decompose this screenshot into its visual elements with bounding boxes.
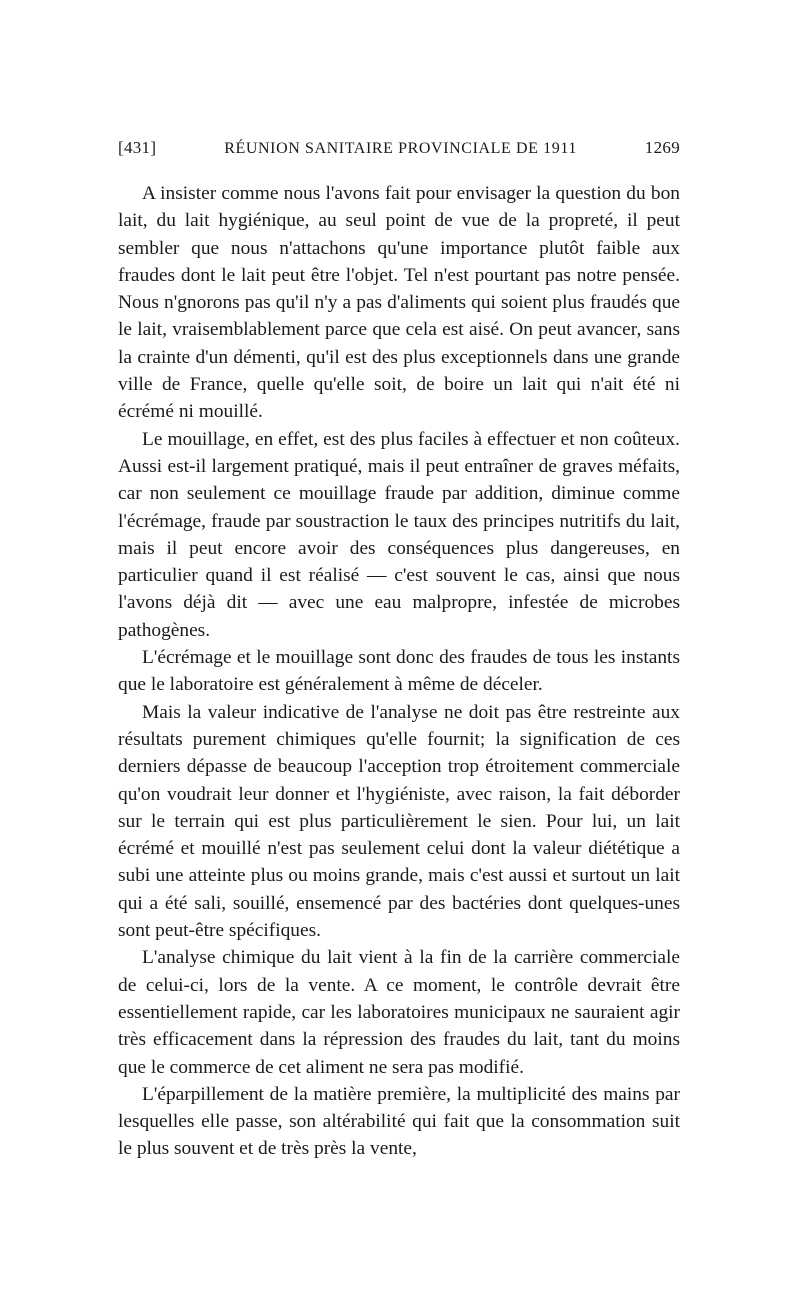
- running-header: [118, 138, 680, 166]
- paragraph: L'écrémage et le mouillage sont donc des fraudes de tous les instants que le laboratoire est généralement à même de déceler.: [118, 647, 680, 696]
- header-title: RÉUNION SANITAIRE PROVINCIALE DE 1911: [224, 140, 577, 157]
- header-bracket-number: [431]: [118, 138, 157, 157]
- page-number: 1269: [644, 138, 680, 157]
- paragraph: L'analyse chimique du lait vient à la fin de la carrière commerciale de celui-ci, lors de la vente. A ce moment, le contrôle devrait être essentiellement rapide, car les laboratoires municipaux ne sauraient agir très efficacement dans la répression des fraudes du lait, tant du moins que le commerce de cet aliment ne sera pas modifié.: [118, 947, 680, 1078]
- paragraph: A insister comme nous l'avons fait pour envisager la question du bon lait, du lait hygiénique, au seul point de vue de la propreté, il peut sembler que nous n'attachons qu'une importance plutôt faible aux fraudes dont le lait peut être l'objet. Tel n'est pourtant pas notre pensée. Nous n'gnorons pas qu'il n'y a pas d'aliments qui soient plus fraudés que le lait, vraisemblablement parce que cela est aisé. On peut avancer, sans la crainte d'un démenti, qu'il est des plus exceptionnels dans une grande ville de France, quelle qu'elle soit, de boire un lait qui n'ait été ni écrémé ni mouillé.: [118, 183, 680, 423]
- paragraph: Mais la valeur indicative de l'analyse ne doit pas être restreinte aux résultats purement chimiques qu'elle fournit; la signification de ces derniers dépasse de beaucoup l'acception trop étroitement commerciale qu'on voudrait leur donner et l'hygiéniste, avec raison, la fait déborder sur le terrain qui est plus particulièrement le sien. Pour lui, un lait écrémé et mouillé n'est pas seulement celui dont la valeur diététique a subi une atteinte plus ou moins grande, mais c'est aussi et surtout un lait qui a été sali, souillé, ensemencé par des bactéries dont quelques-unes sont peut-être spécifiques.: [118, 701, 680, 942]
- body-text: [118, 180, 680, 1163]
- document-page: [118, 138, 680, 1163]
- paragraph: L'éparpillement de la matière première, la multiplicité des mains par lesquelles elle passe, son altérabilité qui fait que la consommation suit le plus souvent et de très près la vente,: [118, 1083, 680, 1160]
- paragraph: Le mouillage, en effet, est des plus faciles à effectuer et non coûteux. Aussi est-il largement pratiqué, mais il peut entraîner de graves méfaits, car non seulement ce mouillage fraude par addition, diminue comme l'écrémage, fraude par soustraction le taux des principes nutritifs du lait, mais il peut encore avoir des conséquences plus dangereuses, en particulier quand il est réalisé — c'est souvent le cas, ainsi que nous l'avons déjà dit — avec une eau malpropre, infestée de microbes pathogènes.: [118, 428, 680, 641]
